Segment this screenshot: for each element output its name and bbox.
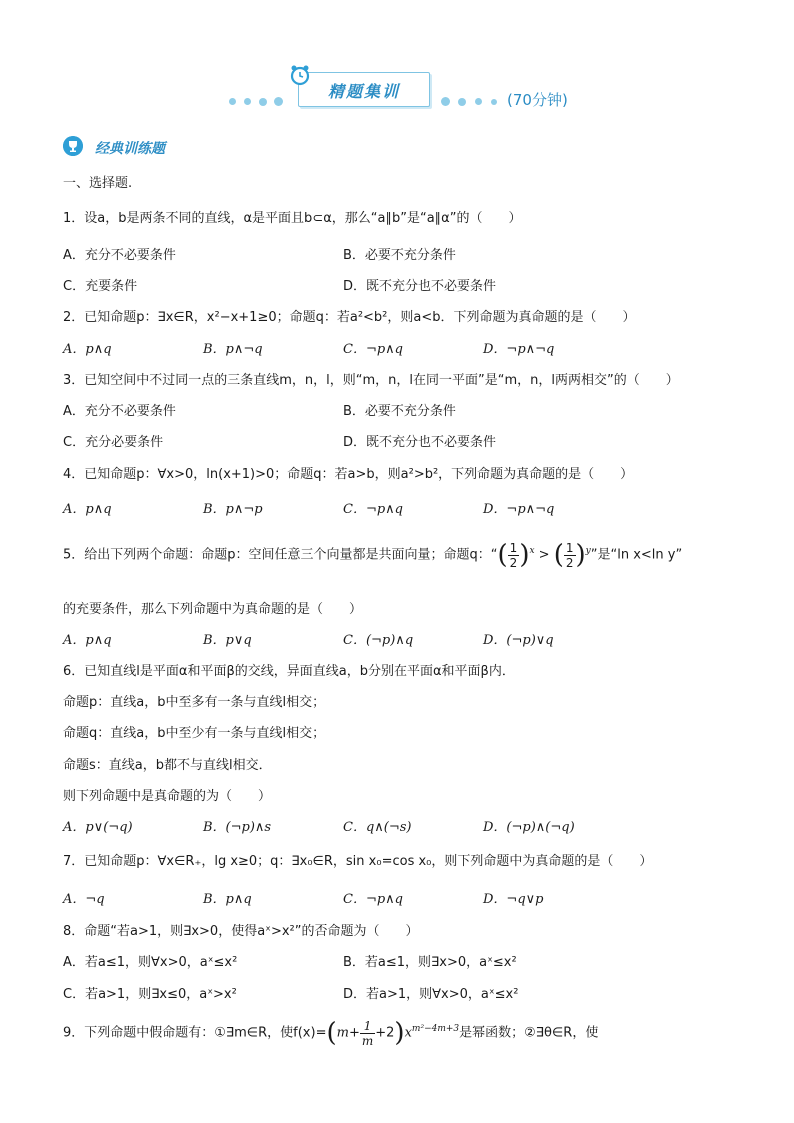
decor-dot [259,98,267,106]
q6-proposition-s: 命题s：直线a，b都不与直线l相交． [63,758,272,773]
paren: ( [497,540,508,570]
q6-proposition-p: 命题p：直线a，b中至多有一条与直线l相交； [63,695,326,710]
q4-option-b: B．p∧¬p [203,502,263,517]
q6-option-b: B．(¬p)∧s [203,820,272,835]
decor-dot [244,98,251,105]
numerator: 1 [360,1019,375,1034]
q2-option-b: B．p∧¬q [203,342,263,357]
math-var: m [336,1025,349,1041]
q4-option-d: D．¬p∧¬q [483,502,555,517]
question-5-stem-cont: 的充要条件，那么下列命题中为真命题的是（ ） [63,602,363,617]
q9-stem-part-2: 是幂函数；②∃θ∈R，使 [459,1025,599,1041]
q2-option-d: D．¬p∧¬q [483,342,555,357]
question-5-stem: 5．给出下列两个命题：命题p：空间任意三个向量都是共面向量；命题q：“( $\frac{1}{2}$ )$^x$ > ( $\frac{1}{2}$ )$^y$”是“ln x<ln y” [63,540,683,570]
q1-option-c: C．充要条件 [63,279,138,294]
q8-option-a: A．若a≤1，则∀x>0，aˣ≤x² [63,955,238,970]
paren: ) [394,1018,405,1048]
q5-option-c: C．(¬p)∧q [343,633,414,648]
question-9-stem: 9．下列命题中假命题有：①∃m∈R，使f(x)=(m+ $\frac{1}{m}$ $+2)x^{m^2-4m+3}$是幂函数；②∃θ∈R，使 [63,1018,599,1048]
paren: ( [326,1018,337,1048]
q7-option-c: C．¬p∧q [343,892,403,907]
q5-option-d: D．(¬p)∨q [483,633,554,648]
q2-option-a: A．p∧q [63,342,112,357]
q9-stem-part-1: 9．下列命题中假命题有：①∃m∈R，使f(x)= [63,1025,327,1041]
section-title: 经典训练题 [95,141,165,157]
q6-option-c: C．q∧(¬s) [343,820,412,835]
question-1-stem: 1．设a，b是两条不同的直线，α是平面且b⊂α，那么“a∥b”是“a∥α”的（ ） [63,211,522,226]
question-2-stem: 2．已知命题p：∃x∈R，x²−x+1≥0；命题q：若a²<b²，则a<b．下列命题为真命题的是（ ） [63,310,636,325]
q5-stem-part-1: 5．给出下列两个命题：命题p：空间任意三个向量都是共面向量；命题q：“ [63,547,498,563]
title-box [298,72,430,107]
q4-option-a: A．p∧q [63,502,112,517]
q3-option-b: B．必要不充分条件 [343,404,456,419]
q2-option-c: C．¬p∧q [343,342,403,357]
exponent: y [585,546,591,557]
decor-dot [274,97,283,106]
decor-dot [458,98,466,106]
q3-option-c: C．充分必要条件 [63,435,164,450]
decor-dot [441,97,450,106]
q5-option-a: A．p∧q [63,633,112,648]
q1-option-d: D．既不充分也不必要条件 [343,279,497,294]
q3-option-a: A．充分不必要条件 [63,404,176,419]
q7-option-d: D．¬q∨p [483,892,544,907]
question-7-stem: 7．已知命题p：∀x∈R₊，lg x≥0；q：∃x₀∈R，sin x₀=cos x₀，则下列命题中为真命题的是（ ） [63,854,653,869]
question-8-stem: 8．命题“若a>1，则∃x>0，使得aˣ>x²”的否命题为（ ） [63,924,419,939]
q1-option-b: B．必要不充分条件 [343,248,456,263]
q5-option-b: B．p∨q [203,633,252,648]
q3-option-d: D．既不充分也不必要条件 [343,435,497,450]
fraction [564,541,576,570]
q6-option-d: D．(¬p)∧(¬q) [483,820,575,835]
paren: ( [553,540,564,570]
q8-option-b: B．若a≤1，则∃x>0，aˣ≤x² [343,955,517,970]
fraction [508,541,520,570]
math-var: x [404,1025,412,1041]
q6-proposition-q: 命题q：直线a，b中至少有一条与直线l相交； [63,726,326,741]
denominator: 2 [509,555,518,570]
q5-stem-part-2: ”是“ln x<ln y” [590,547,683,563]
denominator: 2 [565,555,574,570]
exponent: m²−4m+3 [411,1024,460,1035]
decor-dot [229,98,236,105]
numerator: 1 [565,540,574,555]
denominator: m [361,1033,374,1048]
q6-ask: 则下列命题中是真命题的为（ ） [63,789,272,804]
page-title: 精题集训 [327,82,400,101]
exponent: x [529,546,535,557]
fraction [360,1019,375,1048]
decor-dot [491,99,497,105]
paren: ) [575,540,586,570]
paren: ) [519,540,530,570]
numerator: 1 [509,540,518,555]
q4-option-c: C．¬p∧q [343,502,403,517]
q8-option-d: D．若a>1，则∀x>0，aˣ≤x² [343,987,519,1002]
time-limit: (70分钟) [507,91,568,109]
q7-option-a: A．¬q [63,892,105,907]
question-3-stem: 3．已知空间中不过同一点的三条直线m，n，l，则“m，n，l在同一平面”是“m，n，l两两相交”的（ ） [63,373,679,388]
part-heading: 一、选择题. [63,176,133,191]
question-6-stem: 6．已知直线l是平面α和平面β的交线，异面直线a，b分别在平面α和平面β内． [63,664,515,679]
decor-dot [475,98,482,105]
trophy-icon [63,136,83,156]
q6-option-a: A．p∨(¬q) [63,820,133,835]
q1-option-a: A．充分不必要条件 [63,248,176,263]
question-4-stem: 4．已知命题p：∀x>0，ln(x+1)>0；命题q：若a>b，则a²>b²，下列命题为真命题的是（ ） [63,467,634,482]
alarm-clock-icon [289,64,311,86]
q7-option-b: B．p∧q [203,892,252,907]
q8-option-c: C．若a>1，则∃x≤0，aˣ>x² [63,987,237,1002]
